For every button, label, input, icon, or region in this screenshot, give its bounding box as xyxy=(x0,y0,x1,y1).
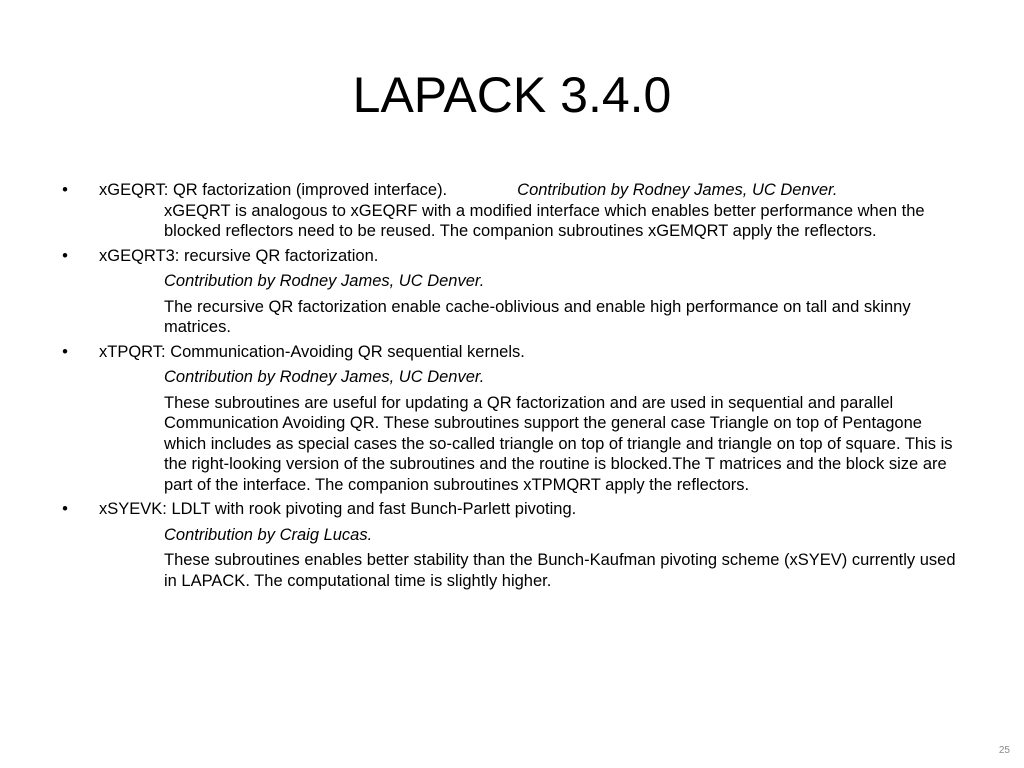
bullet-heading: xTPQRT: Communication-Avoiding QR sequential kernels. xyxy=(99,342,525,361)
slide-title: LAPACK 3.4.0 xyxy=(352,67,672,123)
bullet-marker: • xyxy=(62,342,68,361)
bullet-heading xyxy=(99,180,960,201)
bullet-item-xgeqrt3 xyxy=(60,246,960,338)
bullet-item-xgeqrt xyxy=(60,180,960,242)
bullet-heading: xSYEVK: LDLT with rook pivoting and fast Bunch-Parlett pivoting. xyxy=(99,500,577,518)
bullet-description: These subroutines enables better stability than the Bunch-Kaufman pivoting scheme (xSYEV) currently used in LAPACK. The computational time is slightly higher. xyxy=(164,551,956,590)
page-number: 25 xyxy=(998,745,1010,756)
contribution-credit: Contribution by Rodney James, UC Denver. xyxy=(164,272,485,290)
bullet-description: xGEQRT is analogous to xGEQRF with a modified interface which enables better performance when the blocked reflectors need to be reused. The companion subroutines xGEMQRT apply the reflectors. xyxy=(164,201,925,240)
bullet-heading-text: xGEQRT: QR factorization (improved interface). xyxy=(99,181,448,199)
contribution-credit: Contribution by Craig Lucas. xyxy=(164,525,373,544)
contribution-credit: Contribution by Rodney James, UC Denver. xyxy=(164,368,485,386)
bullet-marker: • xyxy=(62,246,68,265)
bullet-item-xsyevk xyxy=(60,499,960,591)
bullet-description: The recursive QR factorization enable cache-oblivious and enable high performance on tall and skinny matrices. xyxy=(164,297,911,336)
bullet-list xyxy=(60,180,960,595)
bullet-item-xtpqrt xyxy=(60,342,960,496)
bullet-heading: xGEQRT3: recursive QR factorization. xyxy=(99,246,379,265)
bullet-marker: • xyxy=(62,181,68,199)
bullet-marker: • xyxy=(62,500,68,518)
bullet-description: These subroutines are useful for updating a QR factorization and are used in sequential and parallel Communication Avoiding QR. These subroutines support the general case Triangle on top of Pentagone which includes as special cases the so-called triangle on top of triangle and triangle on top of square. This is the right-looking version of the subroutines and the routine is blocked.The T matrices and the block size are part of the interface. The companion subroutines xTPMQRT apply the reflectors. xyxy=(164,393,953,494)
contribution-credit: Contribution by Rodney James, UC Denver. xyxy=(517,181,838,199)
